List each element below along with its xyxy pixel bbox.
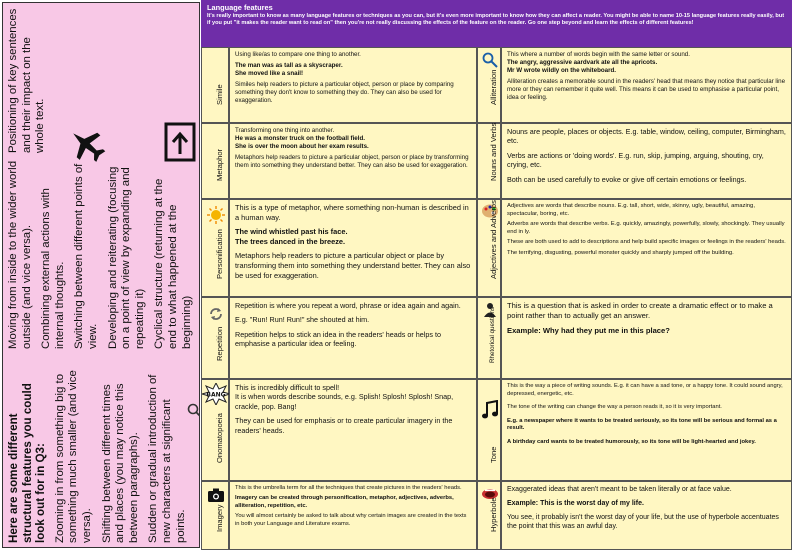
simile-text: Using like/as to compare one thing to another. (235, 51, 361, 58)
metaphor-text: Transforming one thing into another. (235, 127, 335, 134)
adjectives-adverbs-label: Adjectives and Adverbs (489, 200, 498, 279)
hyperbole-text: Exaggerated ideas that aren't meant to be taken literally or at face value. (507, 486, 732, 493)
repetition-text: Repetition is where you repeat a word, phrase or idea again and again. (235, 301, 461, 310)
alliteration-label: Alliteration (489, 69, 498, 105)
simile-example: The man was as tall as a skyscraper. (235, 62, 343, 69)
structural-item: Combining external actions with internal thoughts. (40, 188, 66, 349)
personification-cell (229, 199, 477, 297)
metaphor-example: He was a monster truck on the football field. (235, 135, 365, 142)
imagery-label: Imagery (215, 504, 224, 532)
label-adjectives-adverbs (477, 199, 501, 297)
simile-cell (229, 47, 477, 123)
label-repetition (201, 297, 229, 379)
structural-item: Sudden or gradual introduction of new characters at significant points. (147, 374, 187, 543)
imagery-exam-note: You will almost certainly be asked to talk about why certain images are created in the texts in both your Language and Literature exams. (235, 513, 467, 527)
music-note-icon (481, 400, 499, 420)
personification-example: The wind whistled past his face. (235, 227, 348, 237)
label-rhetorical (477, 297, 501, 379)
label-personification (201, 199, 229, 297)
metaphor-example: She is over the moon about her exam results. (235, 143, 369, 150)
structural-item: Zooming in from something big to something much smaller (and vice versa). (53, 370, 93, 543)
structural-item: Developing and reiterating (focusing on a point of view by expanding and repeating it) (106, 166, 146, 349)
exit-arrow-icon (163, 121, 197, 163)
personification-text: This is a type of metaphor, where something non-human is described in a human way. (235, 203, 469, 222)
repetition-label: Repetition (215, 326, 224, 361)
personification-label: Personification (215, 229, 224, 279)
features-intro: It's really important to know as many language features or techniques as you can, but it's even more important to know how they can affect a reader. You might be able to name 10-15 language features really easily, but if you put "it makes the reader want to read on" then you're not really discussing the effects of the feature on the reader. Go one step beyond and learn the effects of different features! (207, 13, 785, 27)
rhetorical-cell (501, 297, 792, 379)
hyperbole-example: Example: This is the worst day of my life. (507, 500, 644, 507)
simile-text: Similes help readers to picture a particular object, person or place by comparing something they don't know to something they do. They can also be used for exaggeration. (235, 81, 454, 104)
structural-item: Moving from inside to the wider world outside (and vice versa). (7, 160, 33, 349)
structural-heading: Here are some different structural features you could look out for in Q3: (7, 383, 48, 543)
label-tone (477, 379, 501, 481)
imagery-text: This is the umbrella term for all the techniques that create pictures in the readers' heads. (235, 485, 462, 491)
adjectives-text: Adjectives are words that describe nouns. E.g. tall, short, wide, skinny, ugly, beautiful, amazing, spectacular, boring, etc. (507, 203, 755, 217)
nouns-text: Nouns are people, places or objects. E.g. table, window, ceiling, computer, Birmingham, etc. (507, 127, 786, 146)
tone-cell (501, 379, 792, 481)
alliteration-example: Mr W wrote wildly on the whiteboard. (507, 67, 616, 74)
alliteration-text: Alliteration creates a memorable sound in the readers' head that means they notice that particular line more or they can remember it quite well. This means it can be used to emphasise a particular point, idea or feeling. (507, 78, 786, 101)
tone-example: A birthday card wants to be treated humorously, so its tone will be light-hearted and jokey. (507, 438, 756, 445)
airplane-icon (67, 125, 107, 165)
hyperbole-effect: You see, it probably isn't the worst day of your life, but the use of hyperbole accentuates the point that this was an awful day. (507, 514, 779, 530)
structural-features-panel (2, 2, 200, 548)
alliteration-example: The angry, aggressive aardvark ate all the apricots. (507, 59, 658, 66)
personification-example: The trees danced in the breeze. (235, 236, 346, 246)
structural-item: Positioning of key sentences and their impact on the whole text. (7, 8, 47, 153)
magnifying-glass-icon (187, 403, 200, 419)
tone-effect: The tone of the writing can change the way a person reads it, so it is very important. (507, 404, 722, 411)
tone-example: E.g. a newspaper where it wants to be treated seriously, so its tone will be serious and formal as a result. (507, 417, 777, 432)
adjectives-adverbs-effect: These are both used to add to descriptions and help build specific images or feelings in the readers' heads. (507, 239, 786, 246)
structural-item: Cyclical structure (returning at the end to what happened at the beginning) (153, 178, 193, 349)
label-hyperbole (477, 481, 501, 550)
rhetorical-example: Example: Why had they put me in this place? (507, 326, 670, 335)
rhetorical-label: Rhetorical questions (489, 306, 496, 363)
adjectives-adverbs-example: The terrifying, disgusting, powerful monster quickly and sharply jumped off the building. (507, 249, 734, 256)
label-simile (201, 47, 229, 123)
label-nouns-verbs (477, 123, 501, 199)
structural-item: Switching between different points of view. (73, 163, 99, 349)
simile-example: She moved like a snail! (235, 70, 304, 77)
nouns-verbs-label: Nouns and Verbs (489, 122, 498, 181)
onomatopoeia-text: This is incredibly difficult to spell! (235, 383, 340, 392)
metaphor-cell (229, 123, 477, 199)
repeat-arrows-icon (208, 306, 224, 322)
label-metaphor (201, 123, 229, 199)
structural-features-rotated (3, 3, 200, 548)
alliteration-cell (501, 47, 792, 123)
label-imagery (201, 481, 229, 550)
adjectives-adverbs-cell (501, 199, 792, 297)
hyperbole-label: Hyperbole (489, 497, 498, 532)
tone-text: This is the way a piece of writing sounds. E.g. it can have a sad tone, or a happy tone. It could sound angry, depressed, energetic, etc. (507, 383, 783, 397)
personification-effect: Metaphors help readers to picture a particular object or place by transforming them into something they understand better. They can also be used for exaggeration. (235, 251, 471, 280)
adverbs-text: Adverbs are words that describe verbs. E.g. quickly, amazingly, powerfully, slowly, shockingly. They usually end in ly. (507, 221, 785, 235)
repetition-effect: Repetition helps to stick an idea in the readers' heads or helps to emphasise a particular idea or feeling. (235, 329, 441, 349)
structural-column-2 (7, 159, 197, 349)
onomatopoeia-example: It is when words describe sounds, e.g. Splish! Splosh! Splosh! Snap, crackle, pop. Bang! (235, 392, 454, 411)
metaphor-text: Metaphors help readers to picture a particular object, person or place by transforming them into something they understand better. They can also be used for exaggeration. (235, 154, 469, 169)
features-title: Language features (207, 3, 273, 12)
onomatopoeia-effect: They can be used for emphasis or to create particular imagery in the readers' heads. (235, 416, 453, 435)
nouns-verbs-cell (501, 123, 792, 199)
bang-burst-icon (202, 383, 230, 405)
repetition-example: E.g. "Run! Run! Run!" she shouted at him. (235, 315, 370, 325)
onomatopoeia-label: Onomatopoeia (215, 413, 224, 463)
language-features-panel (201, 0, 794, 550)
rhetorical-text: This is a question that is asked in order to create a dramatic effect or to make a point rather than to actually get an answer. (507, 301, 773, 320)
features-header (201, 0, 792, 47)
sun-face-icon (207, 206, 225, 224)
nouns-verbs-effect: Both can be used carefully to evoke or give off certain emotions or feelings. (507, 174, 747, 184)
bang-text: BANG (206, 391, 226, 399)
repetition-cell (229, 297, 477, 379)
verbs-text: Verbs are actions or 'doing words'. E.g. run, skip, jumping, arguing, shouting, cry, crying, etc. (507, 150, 764, 170)
alliteration-text: This where a number of words begin with the same letter or sound. (507, 51, 690, 58)
label-onomatopoeia (201, 379, 229, 481)
tone-label: Tone (489, 446, 498, 463)
camera-icon (208, 488, 224, 502)
onomatopoeia-cell (229, 379, 477, 481)
metaphor-label: Metaphor (215, 148, 224, 181)
label-alliteration (477, 47, 501, 123)
hyperbole-cell (501, 481, 792, 550)
structural-item: Shifting between different times and places (you may notice this between paragraphs). (100, 383, 140, 543)
simile-label: Simile (215, 84, 224, 105)
magnifying-glass-icon (482, 52, 498, 68)
imagery-methods: Imagery can be created through personification, metaphor, adjectives, adverbs, alliteration, repetition, etc. (235, 495, 454, 509)
structural-column-1 (7, 363, 197, 543)
imagery-cell (229, 481, 477, 550)
